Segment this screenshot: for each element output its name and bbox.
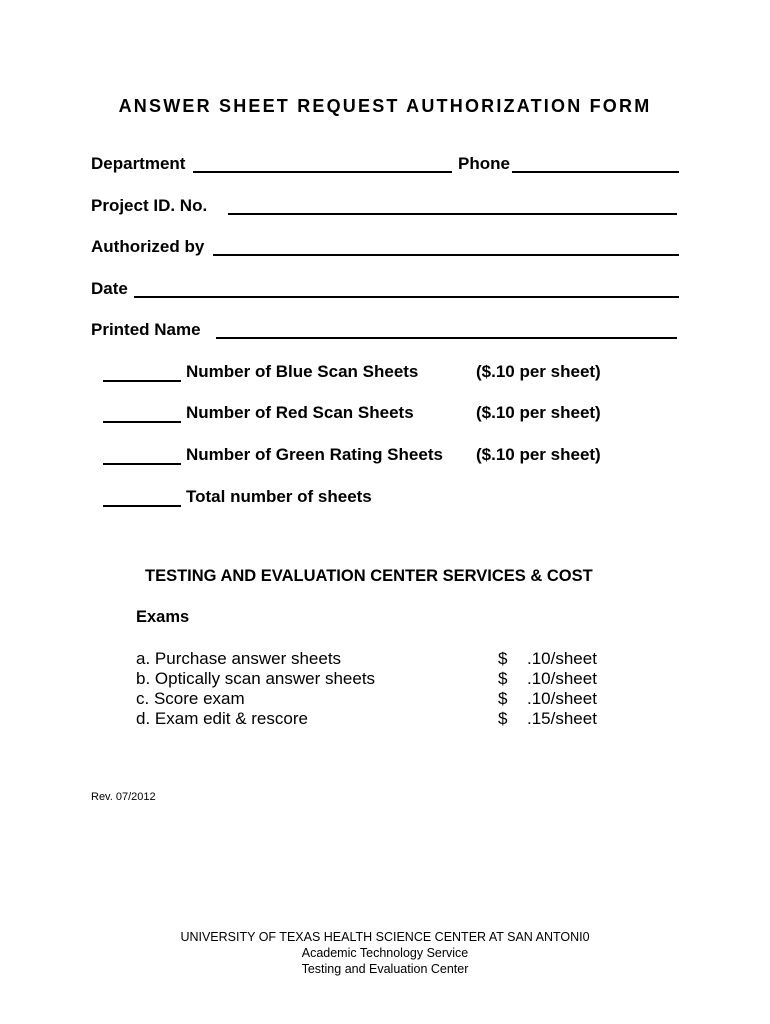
phone-label: Phone	[458, 154, 510, 173]
service-item-label: a. Purchase answer sheets	[136, 649, 342, 668]
date-field[interactable]	[134, 296, 679, 298]
date-label: Date	[91, 279, 128, 298]
service-item-cost: .10/sheet	[527, 689, 597, 708]
department-label: Department	[91, 154, 186, 173]
service-item-currency: $	[498, 709, 508, 728]
authorized-by-field[interactable]	[213, 254, 679, 256]
revision-note: Rev. 07/2012	[91, 791, 156, 803]
footer-center: Testing and Evaluation Center	[301, 962, 469, 976]
service-item-label: c. Score exam	[136, 689, 245, 708]
footer-institution: UNIVERSITY OF TEXAS HEALTH SCIENCE CENTER AT SAN ANTONI0	[180, 930, 590, 944]
department-field[interactable]	[193, 171, 452, 173]
printed-name-label: Printed Name	[91, 320, 201, 339]
project-id-field[interactable]	[228, 213, 677, 215]
red-sheets-quantity-field[interactable]	[103, 421, 181, 423]
blue-sheets-price: ($.10 per sheet)	[476, 362, 601, 381]
authorized-by-label: Authorized by	[91, 237, 205, 256]
blue-sheets-label: Number of Blue Scan Sheets	[186, 362, 419, 381]
service-item-label: d. Exam edit & rescore	[136, 709, 308, 728]
service-item-cost: .15/sheet	[527, 709, 597, 728]
service-item-label: b. Optically scan answer sheets	[136, 669, 376, 688]
service-item-cost: .10/sheet	[527, 649, 597, 668]
project-id-label: Project ID. No.	[91, 196, 208, 215]
red-sheets-label: Number of Red Scan Sheets	[186, 403, 414, 422]
green-sheets-label: Number of Green Rating Sheets	[186, 445, 443, 464]
service-item-currency: $	[498, 689, 508, 708]
green-sheets-price: ($.10 per sheet)	[476, 445, 601, 464]
exams-subheading: Exams	[136, 608, 190, 626]
service-item-currency: $	[498, 669, 508, 688]
total-sheets-quantity-field[interactable]	[103, 505, 181, 507]
service-item-currency: $	[498, 649, 508, 668]
service-item-cost: .10/sheet	[527, 669, 597, 688]
red-sheets-price: ($.10 per sheet)	[476, 403, 601, 422]
green-sheets-quantity-field[interactable]	[103, 463, 181, 465]
phone-field[interactable]	[512, 171, 679, 173]
footer-department: Academic Technology Service	[301, 946, 469, 960]
services-heading: TESTING AND EVALUATION CENTER SERVICES & COST	[145, 567, 593, 585]
blue-sheets-quantity-field[interactable]	[103, 380, 181, 382]
printed-name-field[interactable]	[216, 337, 677, 339]
form-title: ANSWER SHEET REQUEST AUTHORIZATION FORM	[118, 96, 652, 116]
total-sheets-label: Total number of sheets	[186, 487, 372, 506]
